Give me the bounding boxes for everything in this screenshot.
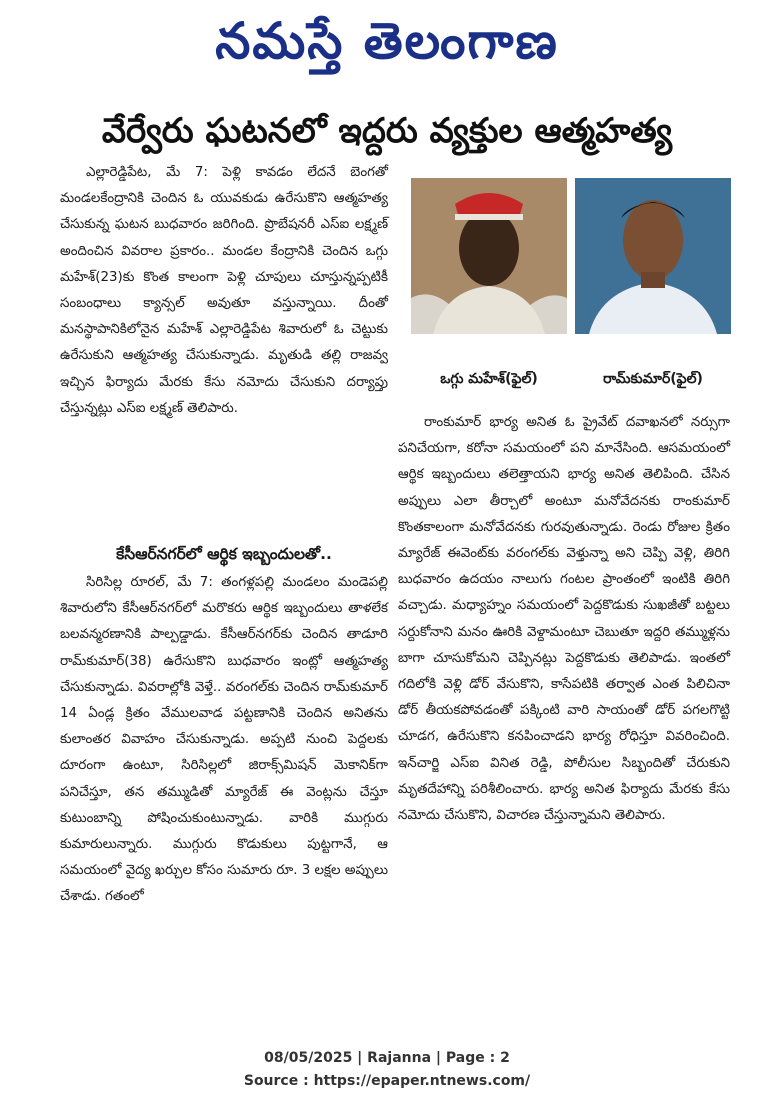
story2-continued-body: రాంకుమార్ భార్య అనిత ఓ ప్రైవేట్ దవాఖనలో నర్సుగా పనిచేయగా, కరోనా సమయంలో పని మానేసింది. ఆసమయంలో ఆర్థిక ఇబ్బందులు తలెత్తాయని భార్య అనిత తెలిపింది. చేసిన అప్పులు ఎలా తీర్చాలో అంటూ మనోవేదనకు రాంకుమార్ కొంతకాలంగా మనోవేదనకు గురవుతున్నాడు. రెండు రోజుల క్రితం మ్యారేజ్ ఈవెంట్‌కు వరంగల్‌కు వెళ్తున్నా అని చెప్పి వెళ్లి, తిరిగి బుధవారం ఉదయం నాలుగు గంటల ప్రాంతంలో ఇంటికి తిరిగి వచ్చాడు. మధ్యాహ్నం సమయంలో పెద్దకొడుకు సుఖజీతో బట్టలు సర్దుకోనాని మనం ఊరికి వెళ్దామంటూ చెబుతూ ఇద్దరి తమ్ముళ్లను బాగా చూసుకోమని చెప్పినట్లు పెద్దకొడుకు తెలిపాడు. ఇంతలో గదిలోకి వెళ్లి డోర్ వేసుకొని, కాసేపటికి తర్వాత ఎంత పిలిచినా డోర్ తీయకపోవడంతో పక్కింటి వారి సాయంతో డోర్ పగలగొట్టి చూడగ, ఉరేసుకొని కనపించాడని భార్య రోధిస్తూ వివరించింది. ఇన్‌చార్జి ఎస్ఐ వినిత రెడ్డి, పోలీసుల సిబ్బందితో చేరుకుని మృతదేహాన్ని పరిశీలించారు. భార్య అనిత ఫిర్యాదు మేరకు కేసు నమోదు చేసుకొని, విచారణ చేస్తున్నామని తెలిపారు. [398, 415, 730, 824]
story1-body: ఎల్లారెడ్డిపేట, మే 7: పెళ్లి కావడం లేదనే బెంగతో మండలకేంద్రానికి చెందిన ఓ యువకుడు ఉరేసుకొని ఆత్మహత్య చేసుకున్న ఘటన బుధవారం జరిగింది. ప్రొబేషనరీ ఎస్ఐ లక్ష్మణ్ అందించిన వివరాల ప్రకారం.. మండల కేంద్రానికి చెందిన ఒగ్గు మహేశ్(23)కు కొంత కాలంగా పెళ్లి చూపులు చూస్తున్నప్పటికీ సంబంధాలు క్యాన్సల్ అవుతూ వస్తున్నాయి. దీంతో మనస్థాపానికిలోనైన మహేశ్ ఎల్లారెడ్డిపేట శివారులో ఓ చెట్టుకు ఉరేసుకుని ఆత్మహత్య చేసుకున్నాడు. మృతుడి తల్లి రాజవ్వ ఇచ్చిన ఫిర్యాదు మేరకు కేసు నమోదు చేసుకుని దర్యాప్తు చేస్తున్నట్లు ఎస్ఐ లక్ష్మణ్ తెలిపారు. [60, 165, 388, 416]
footer-source-link[interactable]: Source : https://epaper.ntnews.com/ [243, 1073, 531, 1089]
photo-oggu-mahesh [411, 178, 567, 334]
newspaper-masthead: నమస్తే తెలంగాణ [215, 12, 559, 70]
photo2-caption: రామ్‌కుమార్(ఫైల్) [603, 371, 703, 387]
story2-body: సిరిసిల్ల రూరల్, మే 7: తంగళ్లపల్లి మండలం మండెపల్లి శివారులోని కేసీఆర్‌నగర్‌లో మరొకరు ఆర్థిక ఇబ్బందులు తాళలేక బలవన్మరణానికి పాల్పడ్డాడు. కేసీఆర్‌నగర్‌కు చెందిన తాడూరి రామ్‌కుమార్(38) ఉరేసుకొని బుధవారం ఇంట్లో ఆత్మహత్య చేసుకున్నాడు. వివరాల్లోకి వెళ్తే.. వరంగల్‌కు చెందిన రామ్‌కుమార్ 14 ఏండ్ల క్రితం వేములవాడ పట్టణానికి చెందిన అనితను కులాంతర వివాహం చేసుకున్నాడు. అప్పటి నుంచి పెద్దలకు దూరంగా ఉంటూ, సిరిసిల్లలో జిరాక్స్‌మిషన్ మెకానిక్‌గా పనిచేస్తూ, తన తమ్ముడితో మ్యారేజ్ ఈ వెంట్లను చేస్తూ కుటుంబాన్ని పోషించుకుంటున్నాడు. వారికి ముగ్గురు కుమారులున్నారు. ముగ్గురు కొడుకులు పుట్టగానే, ఆ సమయంలో వైద్య ఖర్చుల కోసం సుమారు రూ. 3 లక్షల అప్పులు చేశాడు. గతంలో [60, 575, 388, 905]
story2-continued-column [398, 410, 730, 829]
person-photo-icon [411, 178, 567, 334]
photo1-caption: ఒగ్గు మహేశ్(ఫైల్) [440, 371, 538, 387]
article-headline: వేర్వేరు ఘటనలో ఇద్దరు వ్యక్తుల ఆత్మహత్య [101, 111, 673, 151]
person-photo-icon [575, 178, 731, 334]
photo-ramkumar [575, 178, 731, 334]
footer-date-edition: 08/05/2025 | Rajanna | Page : 2 [264, 1050, 510, 1066]
story1-column [60, 160, 388, 422]
story2-subheading: కేసీఆర్‌నగర్‌లో ఆర్థిక ఇబ్బందులతో.. [116, 545, 332, 563]
story2-column [60, 570, 388, 911]
